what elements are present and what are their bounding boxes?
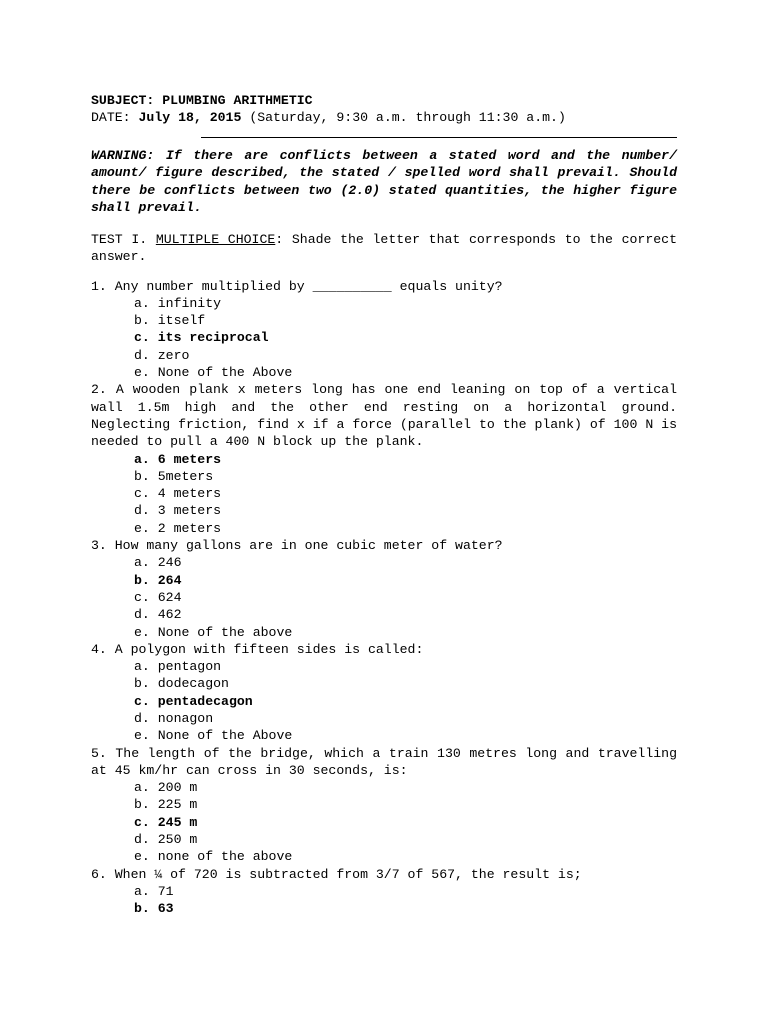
answer-option[interactable]: c. 4 meters bbox=[134, 486, 222, 502]
answer-option-correct[interactable]: b. 264 bbox=[134, 572, 182, 588]
test-prefix: TEST I. bbox=[91, 231, 148, 247]
warning-label: WARNING: bbox=[91, 147, 155, 163]
question-block bbox=[91, 278, 677, 382]
test-type: MULTIPLE CHOICE bbox=[155, 231, 276, 247]
question-block bbox=[91, 745, 677, 866]
question-block bbox=[91, 537, 677, 641]
answer-option[interactable]: d. 3 meters bbox=[134, 503, 222, 519]
answer-option[interactable]: b. 5meters bbox=[134, 468, 214, 484]
date-note: (Saturday, 9:30 a.m. through 11:30 a.m.) bbox=[249, 110, 566, 126]
answer-option-correct[interactable]: c. pentadecagon bbox=[134, 693, 253, 709]
answer-option[interactable]: e. 2 meters bbox=[134, 520, 222, 536]
warning-text: If there are conflicts between a stated word and the number/ amount/ figure described, the stated / spelled word shall prevail. Should there be conflicts between two (2.0) stated quantities, the higher figure shall prevail. bbox=[91, 147, 677, 216]
answer-option[interactable]: b. 225 m bbox=[134, 797, 198, 813]
answer-option[interactable]: a. infinity bbox=[134, 295, 222, 311]
answer-option-correct[interactable]: c. 245 m bbox=[134, 814, 198, 830]
question-list bbox=[91, 278, 677, 918]
answer-option[interactable]: b. itself bbox=[134, 313, 206, 329]
date-line bbox=[91, 109, 677, 126]
answer-option[interactable]: a. 71 bbox=[134, 883, 174, 899]
question-block bbox=[91, 866, 677, 918]
answer-option[interactable]: a. 200 m bbox=[134, 780, 198, 796]
question-text: 2. A wooden plank x meters long has one end leaning on top of a vertical wall 1.5m high and the other end resting on a horizontal ground. Neglecting friction, find x if a force (parallel to the plank) of 100 N is needed to pull a 400 N block up the plank. bbox=[91, 382, 677, 450]
date-label: DATE: bbox=[91, 110, 131, 126]
answer-option-correct[interactable]: a. 6 meters bbox=[134, 451, 222, 467]
answer-option[interactable]: d. nonagon bbox=[134, 710, 214, 726]
answer-option-correct[interactable]: c. its reciprocal bbox=[134, 330, 269, 346]
question-text: 5. The length of the bridge, which a train 130 metres long and travelling at 45 km/hr can cross in 30 seconds, is: bbox=[91, 745, 677, 778]
answer-option[interactable]: e. None of the above bbox=[134, 624, 293, 640]
answer-option[interactable]: d. zero bbox=[134, 347, 190, 363]
question-text: 3. How many gallons are in one cubic meter of water? bbox=[91, 538, 503, 554]
subject-line: SUBJECT: PLUMBING ARITHMETIC bbox=[91, 93, 313, 108]
date-value: July 18, 2015 bbox=[138, 110, 242, 126]
warning-paragraph bbox=[91, 147, 677, 217]
answer-option[interactable]: e. none of the above bbox=[134, 849, 293, 865]
answer-option[interactable]: e. None of the Above bbox=[134, 728, 293, 744]
question-text: 1. Any number multiplied by __________ equals unity? bbox=[91, 278, 503, 294]
answer-option[interactable]: b. dodecagon bbox=[134, 676, 229, 692]
answer-option[interactable]: e. None of the Above bbox=[134, 365, 293, 381]
answer-option[interactable]: c. 624 bbox=[134, 589, 182, 605]
spacer bbox=[91, 266, 677, 278]
answer-option-correct[interactable]: b. 63 bbox=[134, 901, 174, 917]
test-instruction: : Shade the letter that corresponds to the correct answer. bbox=[91, 231, 677, 265]
divider-line bbox=[201, 137, 677, 138]
answer-option[interactable]: a. pentagon bbox=[134, 659, 222, 675]
answer-option[interactable]: d. 462 bbox=[134, 607, 182, 623]
answer-option[interactable]: d. 250 m bbox=[134, 832, 198, 848]
question-text: 4. A polygon with fifteen sides is called: bbox=[91, 641, 424, 657]
document-content bbox=[91, 92, 677, 918]
question-block bbox=[91, 381, 677, 537]
question-text: 6. When ¼ of 720 is subtracted from 3/7 of 567, the result is; bbox=[91, 866, 582, 882]
answer-option[interactable]: a. 246 bbox=[134, 555, 182, 571]
test-instructions bbox=[91, 231, 677, 266]
question-block bbox=[91, 641, 677, 745]
